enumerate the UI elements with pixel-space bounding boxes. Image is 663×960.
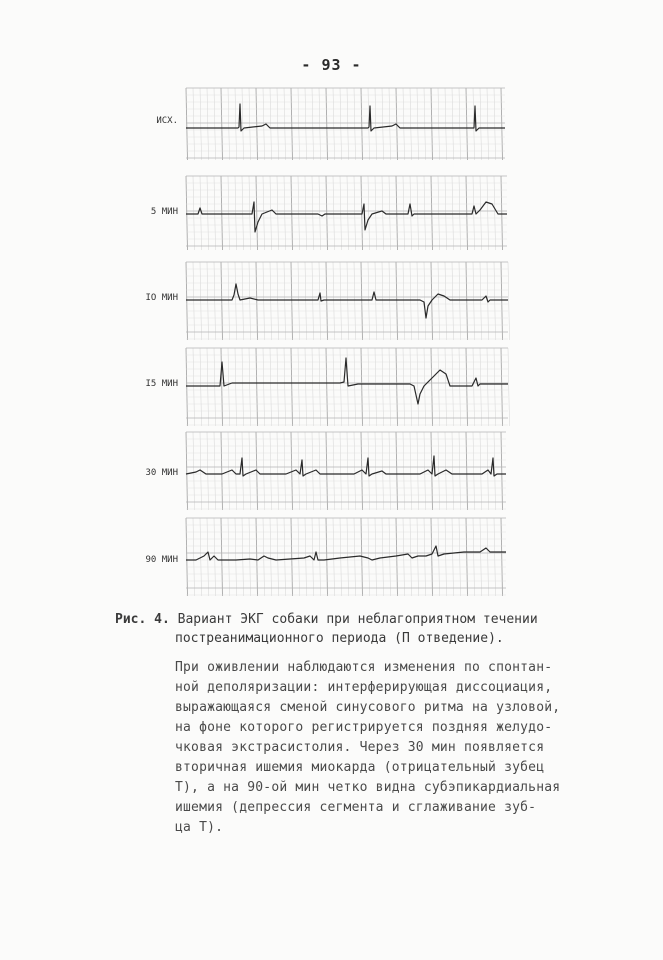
ecg-trace-30min	[186, 456, 506, 476]
strip-label-10min: IO МИН	[145, 293, 178, 303]
description-line: чковая экстрасистолия. Через 30 мин появляется	[175, 740, 545, 755]
description-line: выражающаяся сменой синусового ритма на узловой,	[175, 700, 561, 715]
description-line: ца Т).	[175, 820, 224, 835]
strip-label-5min: 5 МИН	[150, 207, 178, 217]
figure-number: Рис. 4.	[115, 612, 170, 627]
ecg-grids	[186, 88, 510, 596]
strip-label-initial: ИСХ.	[156, 116, 178, 126]
ecg-grid-10min	[186, 262, 510, 340]
figure-caption	[115, 610, 585, 648]
figure-description	[175, 658, 587, 838]
description-line: на фоне которого регистрируется поздняя желудо-	[175, 720, 553, 735]
ecg-trace-initial	[186, 104, 505, 131]
description-line: При оживлении наблюдаются изменения по спонтан-	[175, 660, 553, 675]
description-line: вторичная ишемия миокарда (отрицательный зубец	[175, 760, 545, 775]
description-line: Т), а на 90-ой мин четко видна субэпикардиальная	[175, 780, 561, 795]
caption-line-2: постреанимационного периода (П отведение).	[175, 631, 504, 646]
strip-label-30min: 30 МИН	[145, 468, 178, 478]
strip-label-15min: I5 МИН	[145, 379, 178, 389]
ecg-grid-5min	[186, 176, 507, 250]
caption-line-1: Вариант ЭКГ собаки при неблагоприятном течении	[177, 612, 538, 627]
page-number: - 93 -	[301, 56, 362, 74]
ecg-trace-5min	[186, 202, 507, 232]
description-line: ишемия (депрессия сегмента и сглаживание зуб-	[175, 800, 537, 815]
ecg-grid-15min	[186, 348, 510, 426]
strip-label-90min: 90 МИН	[145, 555, 178, 565]
description-line: ной деполяризации: интерферирующая диссоциация,	[175, 680, 553, 695]
ecg-grid-initial	[186, 88, 505, 160]
ecg-grid-30min	[186, 432, 506, 510]
